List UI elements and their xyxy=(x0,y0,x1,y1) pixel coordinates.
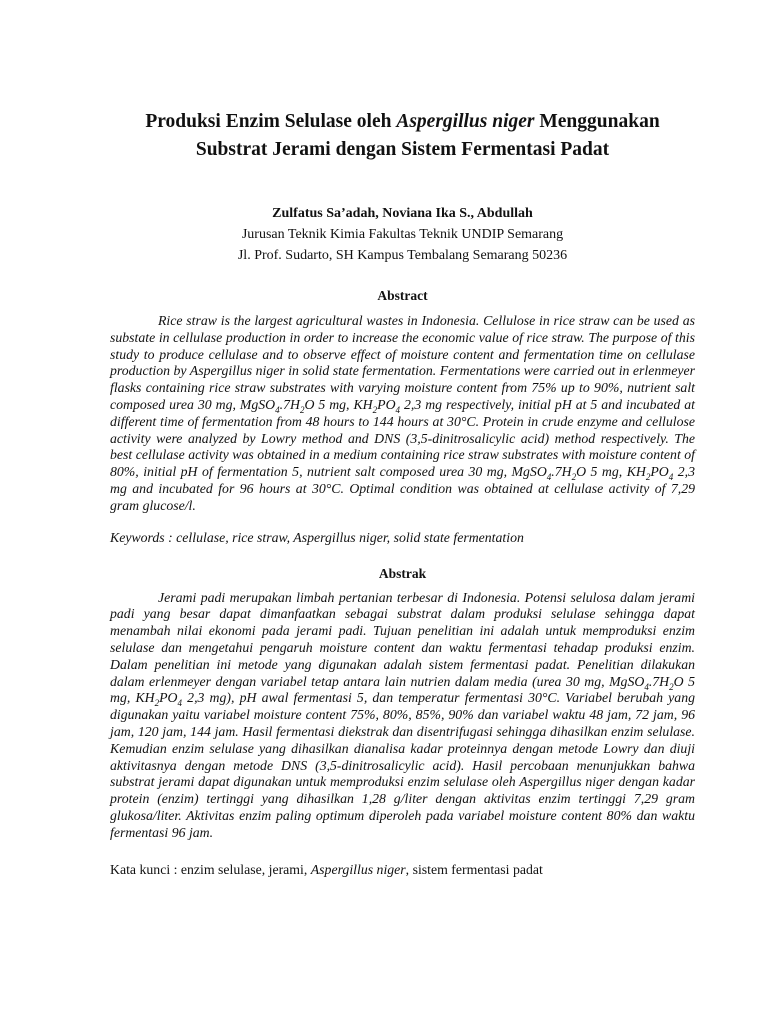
affiliation-department: Jurusan Teknik Kimia Fakultas Teknik UNDIP Semarang xyxy=(241,227,564,242)
paper-page xyxy=(110,108,695,878)
abstract-keywords: Keywords : cellulase, rice straw, Aspergillus niger, solid state fermentation xyxy=(110,529,524,545)
author-list: Zulfatus Sa’adah, Noviana Ika S., Abdullah xyxy=(272,206,533,221)
paper-title: Produksi Enzim Selulase oleh Aspergillus niger Menggunakan Substrat Jerami dengan Sistem Fermentasi Padat xyxy=(145,111,660,160)
abstrak-keywords: Kata kunci : enzim selulase, jerami, Aspergillus niger, sistem fermentasi padat xyxy=(110,861,543,877)
abstract-heading: Abstract xyxy=(377,288,428,303)
abstrak-heading: Abstrak xyxy=(378,565,427,581)
abstract-paragraph: Rice straw is the largest agricultural wastes in Indonesia. Cellulose in rice straw can be used as substate in cellulase production in order to increase the economic value of rice straw. The purpose of this study to produce cellulase and to observe effect of moisture content and fermentation time on cellulase production by Aspergillus niger in solid state fermentation. Fermentations were carried out in erlenmeyer flasks containing rice straw substrates with varying moisture content from 75% up to 90%, nutrient salt composed urea 30 mg, $MgSO_4.7H_2O$ 5 mg, $KH_2PO_4$ 2,3 mg respectively, initial pH at 5 and incubated at different time of fermentation from 48 hours to 144 hours at 30°C. Protein in crude enzyme and cellulose activity were analyzed by Lowry method and DNS (3,5-dinitrosalicylic acid) method respectively. The best cellulase activity was obtained in a medium containing rice straw substrates with moisture content of 80%, initial pH of fermentation 5, nutrient salt composed urea 30 mg, $MgSO_4.7H_2O$ 5 mg, $KH_2PO_4$ 2,3 mg and incubated for 96 hours at 30°C. Optimal condition was obtained at cellulase activity of 7,29 gram glucose/l. xyxy=(110,313,695,513)
affiliation-address: Jl. Prof. Sudarto, SH Kampus Tembalang Semarang 50236 xyxy=(237,248,568,263)
abstrak-paragraph: Jerami padi merupakan limbah pertanian terbesar di Indonesia. Potensi selulosa dalam jerami padi yang besar dapat dimanfaatkan sebagai substrat dalam produksi selulase sehingga dapat menambah nilai ekonomi pada jerami padi. Tujuan penelitian ini adalah untuk memproduksi enzim selulase dan mengetahui pengaruh moisture content dan waktu fermentasi tehadap produksi enzim. Dalam penelitian ini metode yang digunakan adalah sistem fermentasi padat. Penelitian dilakukan dalam erlenmeyer dengan variabel tetap antara lain nutrien dalam media (urea 30 mg, $MgSO_4.7H_2O$ 5 mg, $KH_2PO_4$ 2,3 mg), pH awal fermentasi 5, dan temperatur fermentasi 30°C. Variabel berubah yang digunakan yaitu variabel moisture content 75%, 80%, 85%, 90% dan variabel waktu 48 jam, 72 jam, 96 jam, 120 jam, 144 jam. Hasil fermentasi diekstrak dan disentrifugasi sehingga dihasilkan enzim selulase. Kemudian enzim selulase yang dihasilkan dianalisa kadar proteinnya dengan metode Lowry dan diuji aktivitasnya dengan metode DNS (3,5-dinitrosalicylic acid). Hasil percobaan menunjukkan bahwa substrat jerami dapat digunakan untuk memproduksi enzim selulase oleh Aspergillus niger dengan kadar protein (enzim) tertinggi yang dihasilkan 1,28 g/liter dengan aktivitas enzim tertinggi 7,29 gram glukosa/liter. Aktivitas enzim paling optimum diperoleh pada variabel moisture content 80% dan waktu fermentasi 96 jam. xyxy=(110,589,696,840)
